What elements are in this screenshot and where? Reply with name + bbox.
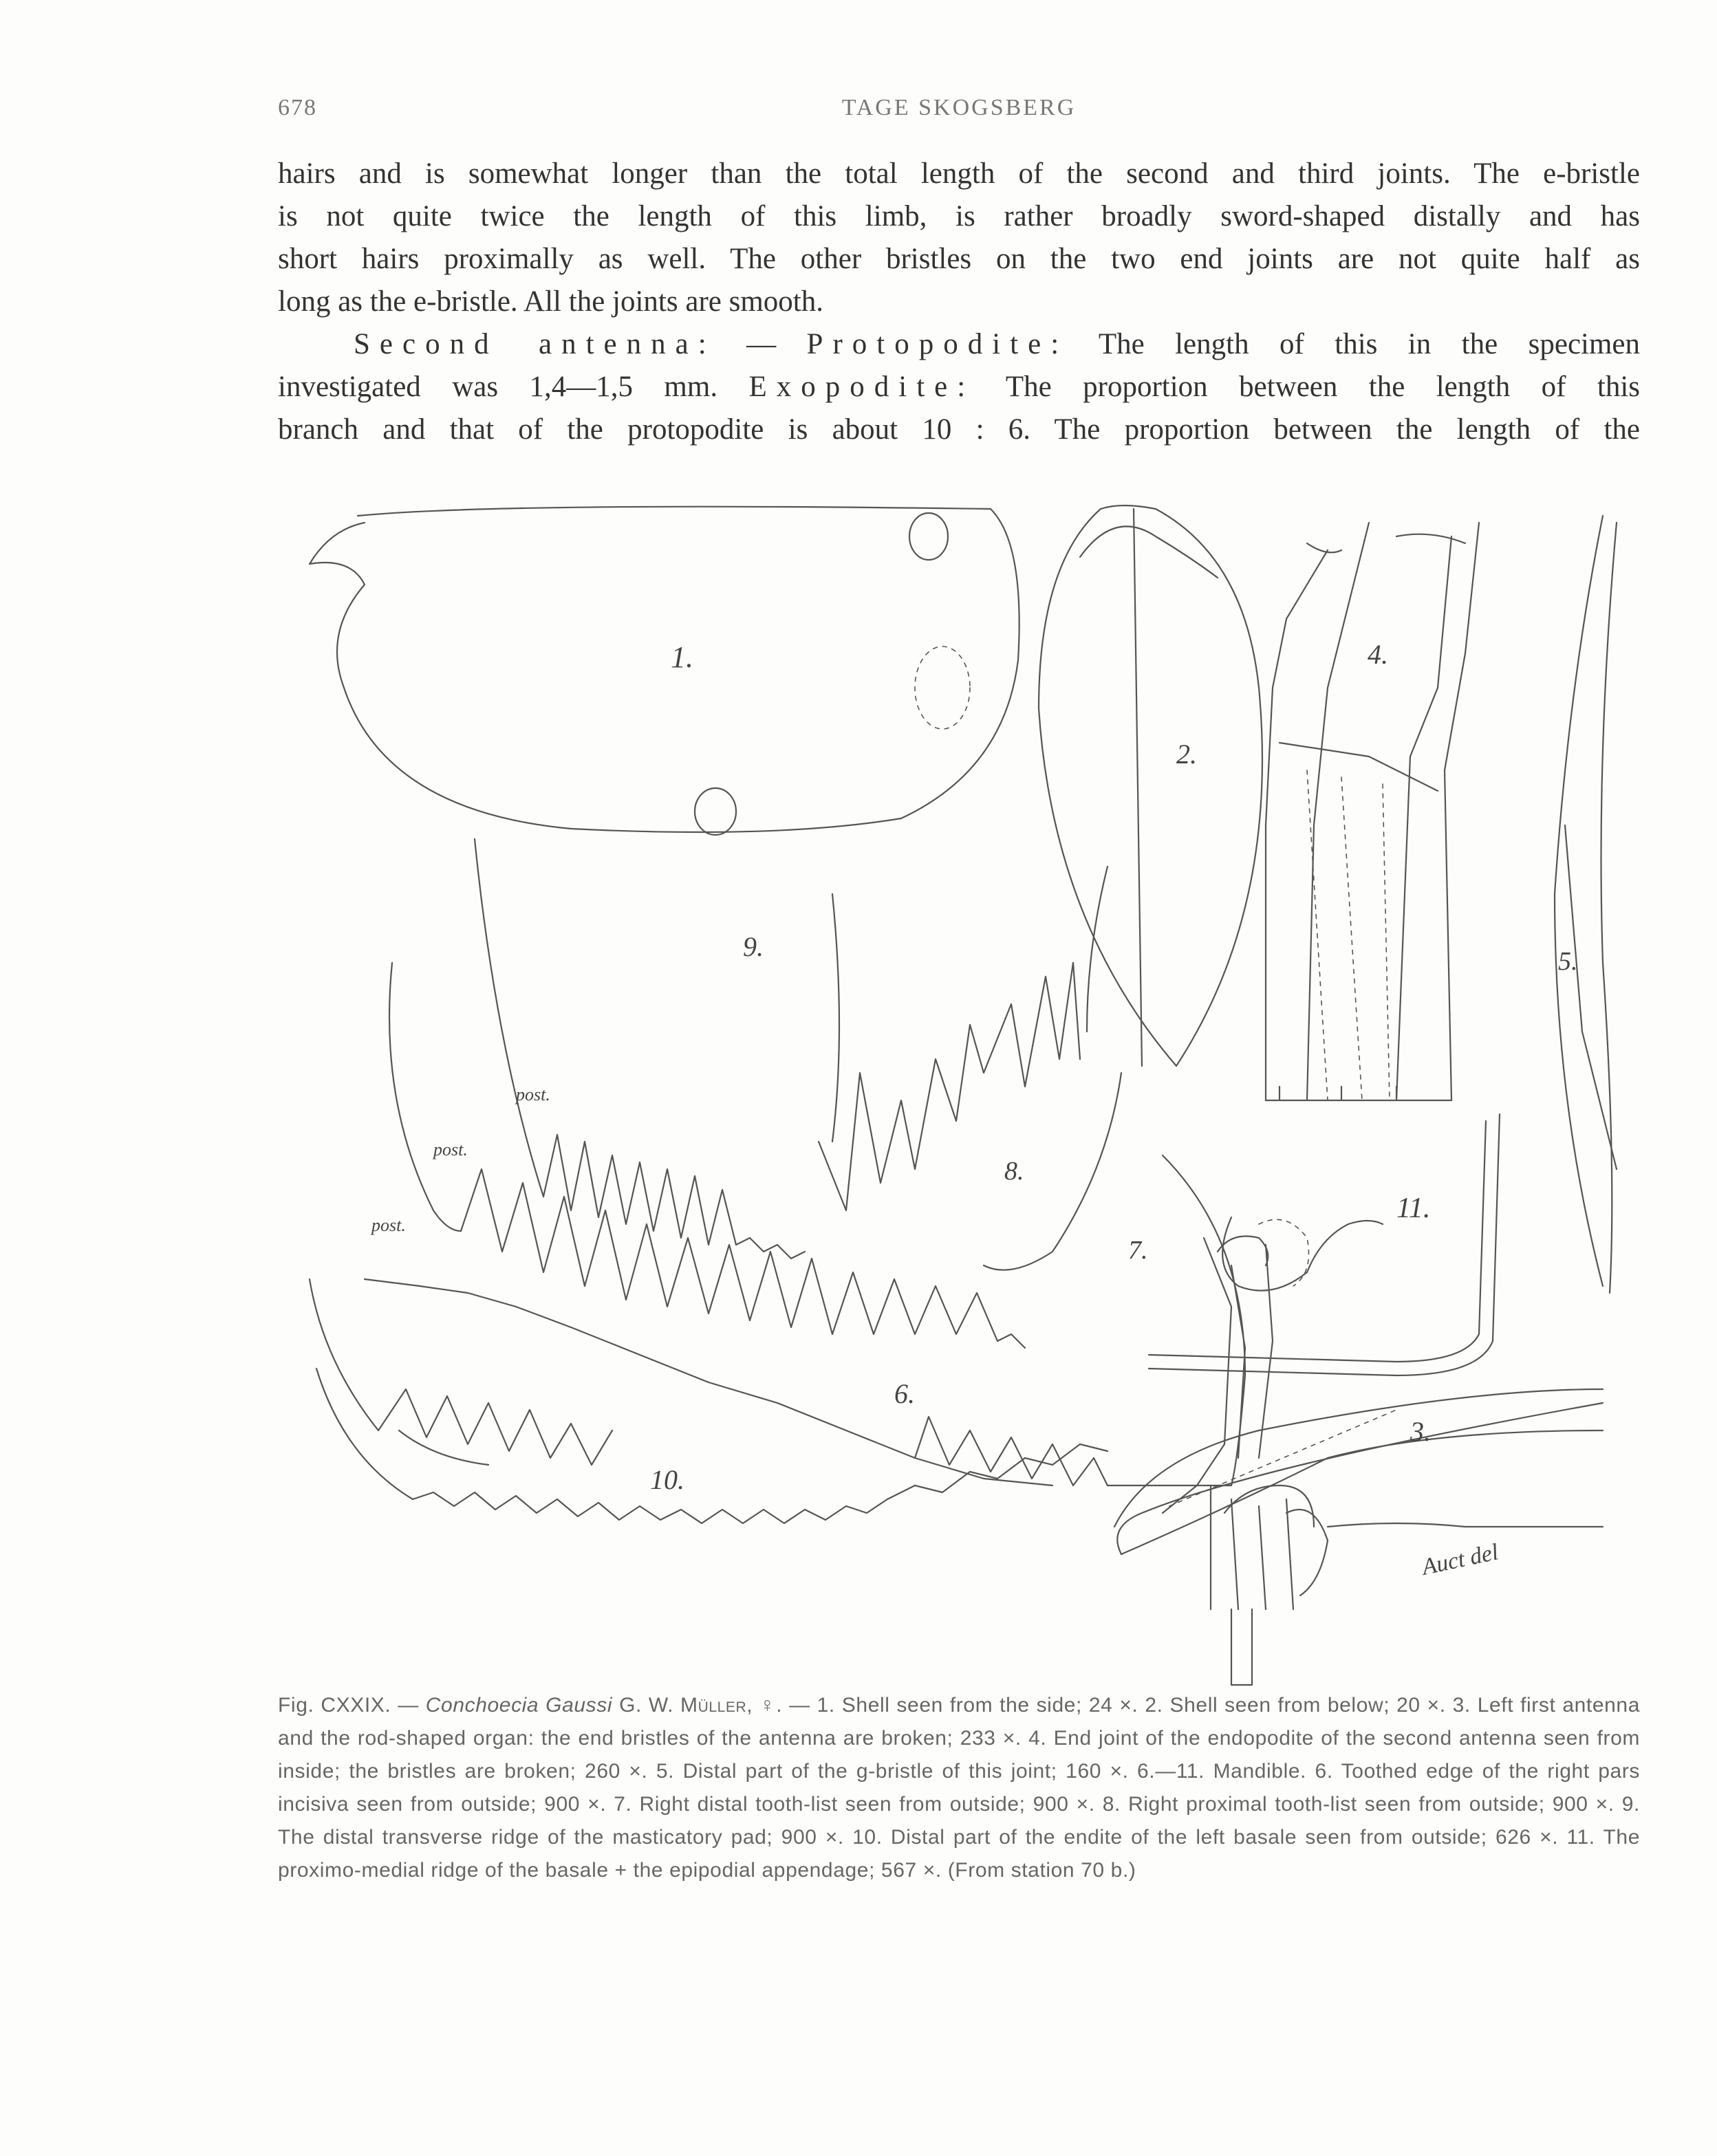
label-fig4: 4. <box>1368 639 1388 670</box>
figure-caption <box>278 1689 1640 1887</box>
fig8-proximal-tooth-list <box>475 839 1121 1270</box>
fig2-shell-below <box>1039 505 1262 1066</box>
label-fig2: 2. <box>1176 739 1197 770</box>
term-second-antenna: Second antenna: <box>354 328 716 360</box>
label-fig5: 5. <box>1558 947 1578 976</box>
body-fragment: investigated was 1,4—1,5 mm. <box>278 371 718 403</box>
body-line: long as the e-bristle. All the joints are smooth. <box>278 285 823 318</box>
page-number: 678 <box>278 95 317 120</box>
body-line: short hairs proximally as well. The other bristles on the two end joints are not quite half as <box>278 243 1640 275</box>
label-fig1: 1. <box>671 640 693 674</box>
label-fig3: 3. <box>1410 1416 1431 1447</box>
page-header <box>278 95 1640 129</box>
label-fig9: 9. <box>743 931 764 962</box>
body-line: is not quite twice the length of this limb, is rather broadly sword-shaped distally and has <box>278 200 1640 232</box>
caption-author: G. W. Müller, <box>619 1694 753 1717</box>
fig6-pars-incisiva <box>310 1155 1245 1485</box>
fig1-shell-side <box>310 507 1019 835</box>
label-post: post. <box>433 1140 468 1159</box>
fig10-endite <box>316 1369 1108 1523</box>
figure-drawing <box>296 481 1637 1699</box>
figure-plate <box>296 481 1637 1699</box>
body-line <box>278 366 1640 409</box>
label-post: post. <box>516 1085 550 1104</box>
body-text <box>278 153 1640 451</box>
fig9-ridge <box>743 867 1108 1210</box>
fig7-distal-tooth-list <box>389 963 1148 1348</box>
running-head: TAGE SKOGSBERG <box>841 95 1077 120</box>
label-fig10: 10. <box>650 1464 684 1495</box>
label-fig11: 11. <box>1396 1193 1431 1224</box>
body-line: branch and that of the protopodite is about 10 : 6. The proportion between the length of the <box>278 413 1640 446</box>
fig4-endopodite <box>1266 523 1479 1100</box>
dash: — <box>746 328 777 360</box>
label-fig6: 6. <box>894 1378 915 1409</box>
term-protopodite: Protopodite: <box>806 328 1069 360</box>
fig5-g-bristle <box>1555 516 1617 1293</box>
label-fig7: 7. <box>1128 1236 1148 1265</box>
artist-signature: Auct del <box>1419 1539 1501 1580</box>
label-post: post. <box>371 1215 406 1235</box>
caption-species: Conchoecia Gaussi <box>425 1694 613 1717</box>
label-fig8: 8. <box>1004 1157 1024 1186</box>
caption-body: ♀. — 1. Shell seen from the side; 24 ×. 2. Shell seen from below; 20 ×. 3. Left first antenna and the rod-shaped organ: the end bristles of the antenna are broken; 233 ×. 4. End joint of the endopodite of the second antenna seen from inside; the bristles are broken; 260 ×. 5. Distal part of the g-bristle of this joint; 160 ×. 6.—11. Mandible. 6. Toothed edge of the right pars incisiva seen from outside; 900 ×. 7. Right distal tooth-list seen from outside; 900 ×. 8. Right proximal tooth-list seen from outside; 900 ×. 9. The distal transverse ridge of the masticatory pad; 900 ×. 10. Distal part of the endite of the left basale seen from outside; 626 ×. 11. The proximo-medial ridge of the basale + the epipodial appendage; 567 ×. (From station 70 b.) <box>278 1694 1641 1882</box>
body-line: hairs and is somewhat longer than the total length of the second and third joints. The e-bristle <box>278 157 1640 190</box>
body-fragment: The proportion between the length of this <box>1005 371 1641 403</box>
caption-text <box>278 1689 1640 1887</box>
fig3-first-antenna <box>1114 1237 1603 1686</box>
caption-fig-number: Fig. CXXIX. — <box>278 1694 419 1717</box>
body-line <box>278 323 1640 366</box>
body-fragment: The length of this in the specimen <box>1098 328 1641 360</box>
term-exopodite: Exopodite: <box>748 371 975 403</box>
fig11-proximo-medial-ridge <box>1149 1114 1500 1375</box>
